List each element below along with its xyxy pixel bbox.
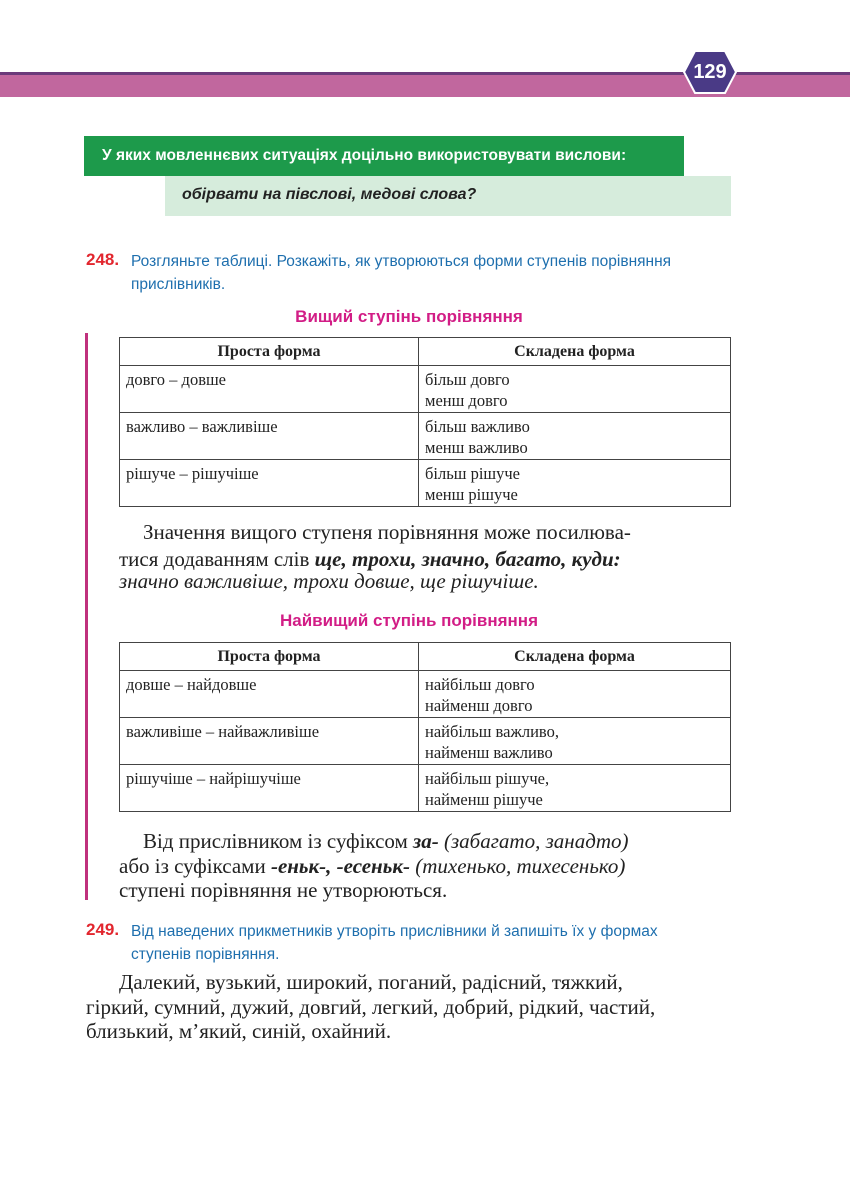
table2-cell-compound (419, 718, 731, 765)
table-row (120, 413, 731, 460)
compound-line: більш важливо (425, 417, 530, 436)
table-row (120, 765, 731, 812)
table2-cell-simple: рішучіше – найрішучіше (120, 765, 419, 812)
table-row (120, 460, 731, 507)
table1-cell-compound (419, 460, 731, 507)
exercise-249-instruction-line2: ступенів порівняння. (131, 946, 280, 963)
page-number-badge (683, 50, 737, 94)
compound-line: найменш рішуче (425, 790, 543, 809)
exercise-248-instruction-line2: прислівників. (131, 276, 226, 293)
table2-title: Найвищий ступінь порівняння (280, 611, 538, 630)
compound-line: менш важливо (425, 438, 528, 457)
table1-cell-simple: довго – довше (120, 366, 419, 413)
question-sub-banner: обірвати на півслові, медові слова? (165, 176, 731, 216)
note2-emphasis: за- (413, 829, 439, 853)
compound-line: менш довго (425, 391, 508, 410)
compound-line: більш довго (425, 370, 510, 389)
exercise-249-body-line3: близький, м’який, синій, охайний. (86, 1019, 392, 1043)
question-banner: У яких мовленнєвих ситуаціях доцільно використовувати вислови: (84, 136, 684, 176)
compound-line: найменш важливо (425, 743, 553, 762)
exercise-248-instruction-line1: Розгляньте таблиці. Розкажіть, як утворюються форми ступенів порівняння (131, 253, 672, 270)
table1-cell-compound (419, 366, 731, 413)
compound-line: найбільш довго (425, 675, 535, 694)
compound-line: більш рішуче (425, 464, 520, 483)
table2-header-simple: Проста форма (120, 643, 419, 671)
exercise-249-number: 249. (86, 920, 120, 939)
compound-line: найменш довго (425, 696, 533, 715)
note2-text: або із суфіксами (119, 854, 271, 878)
note2-examples: (забагато, занадто) (438, 829, 629, 853)
compound-line: найбільш рішуче, (425, 769, 550, 788)
compound-line: менш рішуче (425, 485, 518, 504)
note2-line1 (143, 827, 628, 855)
note1-emphasis: ще, трохи, значно, багато, куди: (314, 547, 621, 571)
note1-text: тися додаванням слів (119, 547, 315, 571)
table1-header-simple: Проста форма (120, 338, 419, 366)
page-number: 129 (693, 61, 727, 83)
table2-cell-compound (419, 671, 731, 718)
table1-cell-simple: важливо – важливіше (120, 413, 419, 460)
table1-cell-simple: рішуче – рішучіше (120, 460, 419, 507)
table1-cell-compound (419, 413, 731, 460)
table2-header-compound: Складена форма (419, 643, 731, 671)
exercise-249-instruction-line1: Від наведених прикметників утворіть прислівники й запишіть їх у формах (131, 923, 658, 940)
table1-title: Вищий ступінь порівняння (295, 307, 523, 326)
note1-line1: Значення вищого ступеня порівняння може посилюва- (143, 520, 631, 544)
exercise-249-body-line1: Далекий, вузький, широкий, поганий, радісний, тяжкий, (119, 970, 623, 994)
note2-text: Від прислівником із суфіксом (143, 829, 414, 853)
note1-line3: значно важливіше, трохи довше, ще рішучіше. (119, 569, 539, 593)
note2-examples: (тихенько, тихесенько) (409, 854, 626, 878)
exercise-248-number: 248. (86, 250, 120, 269)
exercise-249-body-line2: гіркий, сумний, дужий, довгий, легкий, добрий, рідкий, частий, (86, 995, 656, 1019)
compound-line: найбільш важливо, (425, 722, 559, 741)
table2-cell-compound (419, 765, 731, 812)
note2-line3: ступені порівняння не утворюються. (119, 878, 448, 902)
table-row (120, 671, 731, 718)
comparative-table (119, 337, 731, 507)
table-row (120, 366, 731, 413)
table1-header-compound: Складена форма (419, 338, 731, 366)
table2-cell-simple: довше – найдовше (120, 671, 419, 718)
superlative-table (119, 642, 731, 812)
table-row (120, 718, 731, 765)
note2-emphasis: -еньк-, -есеньк- (270, 854, 410, 878)
table2-cell-simple: важливіше – найважливіше (120, 718, 419, 765)
